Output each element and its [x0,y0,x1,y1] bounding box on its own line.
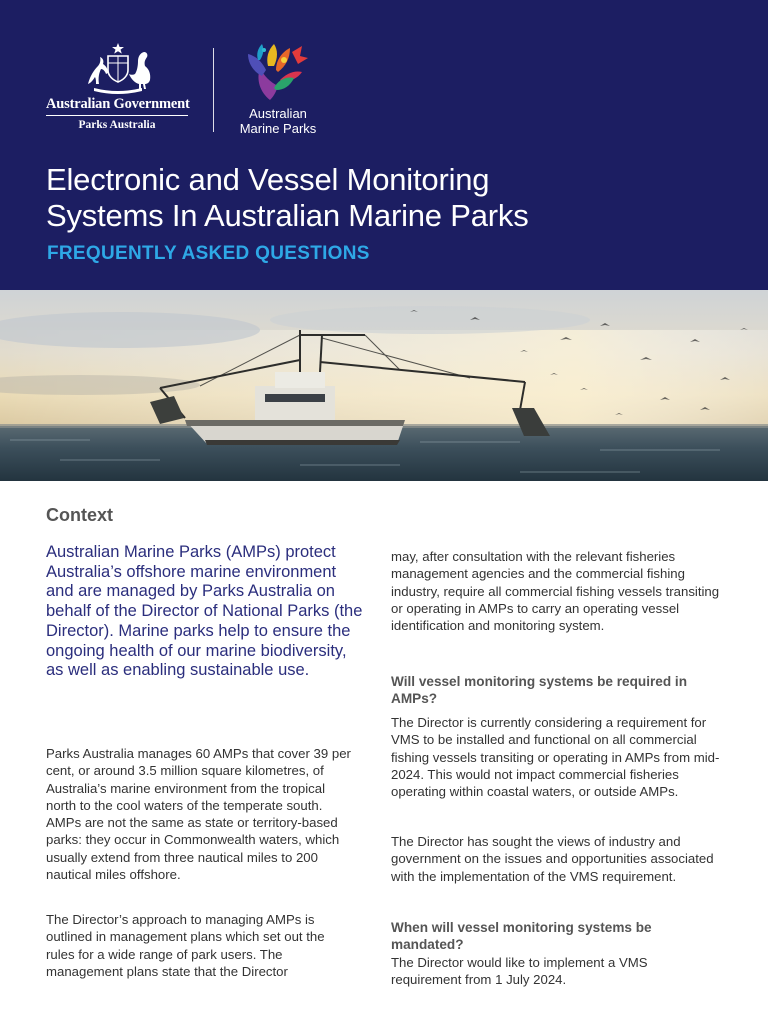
faq-answer-vms-required: The Director is currently considering a requirement for VMS to be installed and functional on all commercial fishing vessels transiting or operating in AMPs from mid-2024. This would not impact commercial fisheries operating within coastal waters, or outside AMPs. [391,715,720,800]
australian-government-logo [46,42,191,137]
fishing-trawler-photo [0,290,768,481]
title-line-2: Systems In Australian Marine Parks [46,198,529,233]
marine-parks-logo-icon [240,40,318,106]
government-name: Australian Government [46,96,190,112]
document-subtitle: FREQUENTLY ASKED QUESTIONS [47,243,370,264]
faq-question-vms-required: Will vessel monitoring systems be required in AMPs? [391,674,688,706]
intro-lead-text: Australian Marine Parks (AMPs) protect Australia’s offshore marine environment and are managed by Parks Australia on behalf of the Director of National Parks (the Director). Marine parks help to ensure the ongoing health of our marine biodiversity, as well as enabling sustainable use. [46,543,363,680]
agency-name: Parks Australia [78,119,156,131]
paragraph-director-requirement: may, after consultation with the relevant fisheries management agencies and the commercial fishing industry, require all commercial fishing vessels transiting or operating in AMPs to carry an operating vessel identification and monitoring system. [391,549,720,634]
faq-question-vms-mandated: When will vessel monitoring systems be mandated? [391,920,652,952]
logo-separator [213,48,214,132]
document-title [46,162,746,234]
marine-parks-logo [236,40,326,135]
marine-parks-name-line1: Australian [249,106,307,121]
paragraph-parks-coverage: Parks Australia manages 60 AMPs that cover 39 per cent, or around 3.5 million square kilometres, of Australia’s marine environment from the tropical north to the cool waters of the temperate south. AMPs are not the same as state or territory-based parks: they occur in Commonwealth waters, which usually extend from three nautical miles to 200 nautical miles offshore. [46,746,351,883]
header-banner [0,0,768,290]
faq-answer-vms-mandated: The Director would like to implement a VMS requirement from 1 July 2024. [391,955,648,988]
paragraph-management-plans: The Director’s approach to managing AMPs is outlined in management plans which set out the rules for a wide range of park users. The management plans state that the Director [46,912,325,979]
coat-of-arms-icon [80,42,156,94]
logo-divider-line [46,115,188,116]
context-heading: Context [46,505,113,525]
marine-parks-name [232,106,324,136]
faq-answer-views-sought: The Director has sought the views of industry and government on the issues and opportunities associated with the implementation of the VMS requirement. [391,834,714,884]
marine-parks-name-line2: Marine Parks [239,121,317,136]
title-line-1: Electronic and Vessel Monitoring [46,162,490,197]
